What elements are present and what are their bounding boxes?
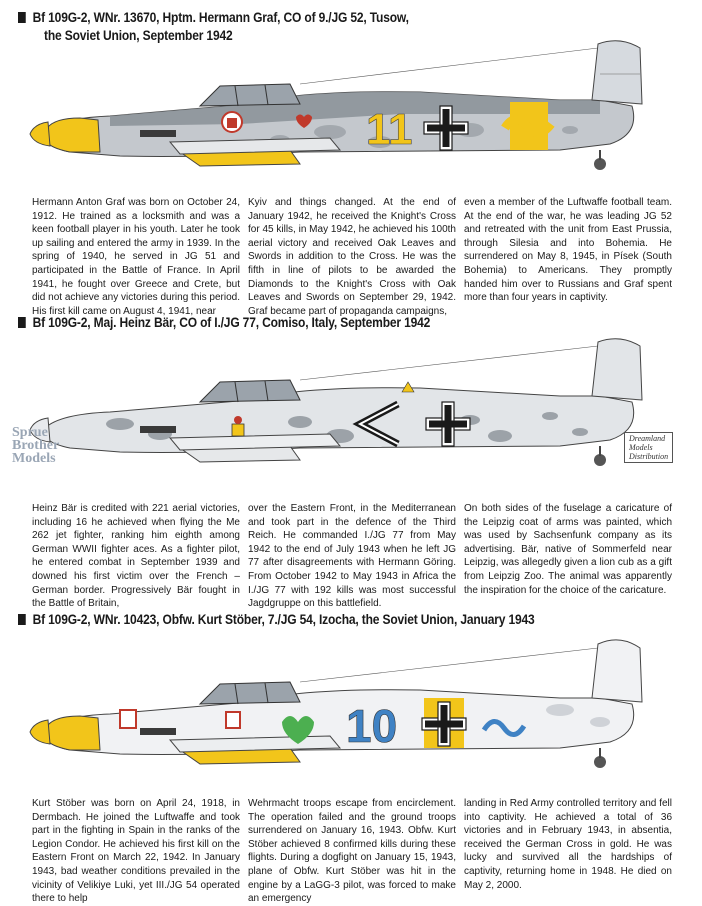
antenna-wire bbox=[300, 346, 598, 380]
exhaust bbox=[140, 130, 176, 137]
text-column-2: Kyiv and things changed. At the end of January 1942, he received the Knight's Cross for 45 kills, in May 1942, he achieved his 100th aerial victory and received Oak Leaves and Swords in addition to the Cross. He was the fifth in line of pilots to be awarded the Diamonds to the Knight's Cross with Oak Leaves and Swords on September 29, 1942. Graf became part of propaganda campaigns, bbox=[248, 197, 456, 317]
watermark-line: Distribution bbox=[629, 452, 669, 461]
title-line-1: Bf 109G-2, Maj. Heinz Bär, CO of I./JG 77, Comiso, Italy, September 1942 bbox=[32, 314, 431, 330]
text-column-3: landing in Red Army controlled territory and fell into captivity. He achieved a total of 36 victories and in February 1943, in absentia, received the German Cross in gold. He was lucky and survived all the hardships of captivity, returning home in 1948. He died on May 2, 2000. bbox=[464, 798, 672, 891]
yellow-nose bbox=[44, 716, 100, 750]
title-line-1: Bf 109G-2, WNr. 13670, Hptm. Hermann Graf, CO of 9./JG 52, Tusow, bbox=[32, 9, 409, 25]
exhaust bbox=[140, 728, 176, 735]
text-column-1: Hermann Anton Graf was born on October 24, 1912. He trained as a locksmith and was a keen football player in his youth. Later he took up sailing and entered the army in 1939. In the spring of 1940, he served in JG 51 and participated in the Battle of France. In April 1941, he fought over Greece and Crete, but did not achieve any victories during this period. His first kill came on August 4, 1941, near bbox=[32, 197, 240, 317]
bio-text-graf bbox=[32, 196, 672, 318]
antenna-wire bbox=[300, 48, 598, 84]
title-line-1: Bf 109G-2, WNr. 10423, Obfw. Kurt Stöber, 7./JG 54, Izocha, the Soviet Union, January 1943 bbox=[32, 611, 535, 627]
text-column-1: Kurt Stöber was born on April 24, 1918, in Dermbach. He joined the Luftwaffe and took part in the fighting in Spain in the ranks of the Legion Condor. He achieved his first kill on the Eastern Front on March 22, 1942. In January 1943, bad weather conditions prevailed in the vicinity of Velikiye Luki, yet III./JG 54 operated there to help bbox=[32, 798, 240, 905]
watermark-line: Brother bbox=[12, 438, 60, 453]
tail-fin bbox=[592, 339, 642, 400]
yellow-nose bbox=[44, 118, 100, 152]
text-column-1: Heinz Bär is credited with 221 aerial victories, including 16 he achieved when flying the Me 262 jet fighter, ranking him eighth among German WWII fighter aces. As a fighter pilot, he entered combat in September 1939 and downed his first victim over the French – German border. Progressively Bär fought in the Battle of Britain, bbox=[32, 503, 240, 610]
bio-text-stober bbox=[32, 797, 672, 906]
spinner bbox=[30, 720, 50, 744]
title-marker bbox=[18, 614, 26, 625]
aircraft-number: 10 bbox=[346, 700, 398, 752]
title-marker bbox=[18, 12, 26, 23]
spinner bbox=[30, 122, 50, 146]
warning-triangle bbox=[402, 382, 414, 392]
aircraft-profile-bar bbox=[0, 336, 702, 481]
text-column-3: On both sides of the fuselage a caricature of the Leipzig coat of arms was painted, which was used by Sachsenfunk company as its advertising. Bär, native of Sommerfeld near Leipzig, was allegedly given a lion cub as a gift from Leipzig Zoo. The animal was apparently the inspiration for the choice of the caricature. bbox=[464, 503, 672, 596]
watermark-sprue-brothers bbox=[12, 426, 59, 465]
antenna-wire bbox=[300, 648, 598, 682]
aircraft-profile-stober bbox=[0, 630, 702, 790]
section-title-stober bbox=[18, 610, 535, 628]
watermark-dreamland bbox=[624, 432, 673, 463]
watermark-line: Models bbox=[12, 451, 56, 466]
tail-fin bbox=[592, 640, 642, 702]
watermark-line: Sprue bbox=[12, 425, 48, 440]
tail-fin bbox=[592, 41, 642, 104]
title-line-2: the Soviet Union, September 1942 bbox=[44, 27, 233, 43]
bio-text-bar bbox=[32, 502, 672, 611]
text-column-3: even a member of the Luftwaffe football team. At the end of the war, he was leading JG 52 and retreated with the unit from East Prussia, through Silesia and into Bohemia. He surrendered on May 8, 1945, in Písek (South Bohemia) to Americans. They promptly handed him over to Russians and Graf spent more than four years in captivity. bbox=[464, 197, 672, 304]
exhaust bbox=[140, 426, 176, 433]
watermark-line: Models bbox=[629, 443, 653, 452]
section-title-bar bbox=[18, 313, 430, 331]
canopy bbox=[200, 682, 300, 704]
canopy bbox=[200, 84, 300, 106]
aircraft-number: 11 bbox=[366, 105, 413, 154]
title-marker bbox=[18, 317, 26, 328]
text-column-2: over the Eastern Front, in the Mediterranean and took part in the defence of the Third Reich. He commanded I./JG 77 from May 1942 to the end of July 1943 when he left JG 77 after disagreements with Hermann Göring. From October 1942 to May 1943 in Africa the I./JG 77 with 192 kills was most successful Jagdgruppe on this battlefield. bbox=[248, 503, 456, 610]
canopy bbox=[200, 380, 300, 402]
aircraft-profile-graf bbox=[0, 34, 702, 184]
text-column-2: Wehrmacht troops escape from encirclement. The operation failed and the ground troops surrendered on January 16, 1943. Obfw. Kurt Stöber achieved 8 confirmed kills during these flights. During a dogfight on January 15, 1943, plane of Obfw. Kurt Stöber was hit in the engine by a LaGG-3 pilot, was forced to make an emergency bbox=[248, 798, 456, 905]
section-title-graf bbox=[18, 8, 409, 26]
watermark-line: Dreamland bbox=[629, 434, 666, 443]
